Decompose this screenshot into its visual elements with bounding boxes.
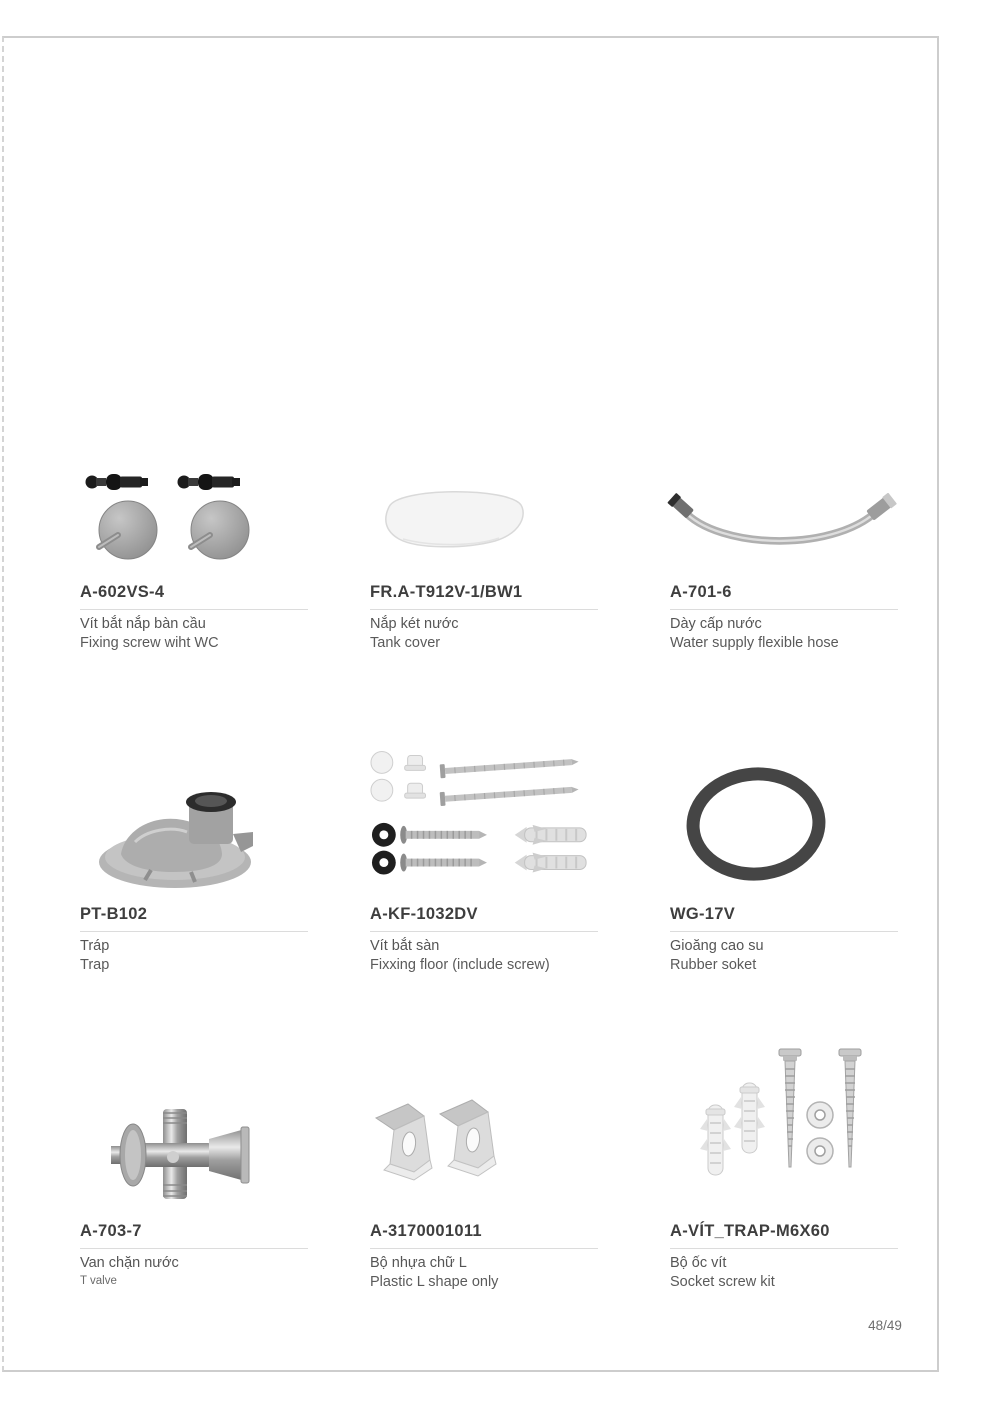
product-photo bbox=[370, 450, 598, 575]
product-photo bbox=[80, 1040, 308, 1214]
product-photo bbox=[670, 450, 898, 575]
divider bbox=[80, 931, 308, 932]
product-name-en: Fixing screw wiht WC bbox=[80, 635, 219, 651]
flexible-hose-image bbox=[664, 493, 898, 563]
product-card bbox=[80, 1040, 308, 1289]
t-valve-image bbox=[105, 1105, 253, 1203]
product-name-en: Tank cover bbox=[370, 635, 441, 651]
product-photo bbox=[370, 1040, 598, 1214]
fixing-screws-with-caps-image bbox=[85, 467, 250, 567]
product-code: A-602VS-4 bbox=[80, 583, 165, 601]
product-name-vi: Dày cấp nước bbox=[670, 616, 762, 632]
product-name-en: Water supply flexible hose bbox=[670, 635, 839, 651]
divider bbox=[370, 609, 598, 610]
product-code: A-703-7 bbox=[80, 1222, 142, 1240]
divider bbox=[670, 609, 898, 610]
product-photo bbox=[670, 1040, 898, 1214]
product-photo bbox=[80, 760, 308, 897]
product-name-vi: Nắp két nước bbox=[370, 616, 459, 632]
product-name-vi: Bộ nhựa chữ L bbox=[370, 1255, 467, 1271]
divider bbox=[80, 609, 308, 610]
divider bbox=[80, 1248, 308, 1249]
divider bbox=[670, 1248, 898, 1249]
divider bbox=[370, 1248, 598, 1249]
product-card bbox=[670, 1040, 898, 1292]
product-code: WG-17V bbox=[670, 905, 736, 923]
plastic-l-brackets-image bbox=[368, 1094, 498, 1191]
product-card bbox=[370, 760, 598, 975]
product-name-vi: Vít bắt sàn bbox=[370, 938, 440, 954]
product-name-en: Rubber soket bbox=[670, 957, 757, 973]
product-name-en: Plastic L shape only bbox=[370, 1274, 499, 1290]
product-name-en: Socket screw kit bbox=[670, 1274, 775, 1290]
product-name-vi: Bộ ốc vít bbox=[670, 1255, 727, 1271]
product-photo bbox=[370, 760, 598, 897]
product-card bbox=[370, 450, 598, 653]
product-card bbox=[670, 450, 898, 653]
rubber-gasket-image bbox=[680, 765, 832, 887]
divider bbox=[670, 931, 898, 932]
product-card bbox=[80, 450, 308, 653]
product-code: A-701-6 bbox=[670, 583, 732, 601]
product-name-vi: Van chặn nước bbox=[80, 1255, 179, 1271]
product-card bbox=[80, 760, 308, 975]
product-photo bbox=[670, 760, 898, 897]
product-card bbox=[370, 1040, 598, 1292]
product-name-en: T valve bbox=[80, 1275, 117, 1287]
tank-cover-image bbox=[373, 477, 533, 555]
product-code: A-3170001011 bbox=[370, 1222, 482, 1240]
trap-fitting-image bbox=[95, 778, 265, 890]
product-photo bbox=[80, 450, 308, 575]
socket-screw-kit-image bbox=[698, 1047, 863, 1190]
floor-fixing-kit-image bbox=[368, 750, 598, 877]
page-number: 48/49 bbox=[868, 1318, 902, 1333]
product-name-en: Fixxing floor (include screw) bbox=[370, 957, 550, 973]
product-code: A-KF-1032DV bbox=[370, 905, 478, 923]
product-name-vi: Gioăng cao su bbox=[670, 938, 764, 954]
product-code: FR.A-T912V-1/BW1 bbox=[370, 583, 523, 601]
product-name-vi: Vít bắt nắp bàn cầu bbox=[80, 616, 206, 632]
product-code: A-VÍT_TRAP-M6X60 bbox=[670, 1222, 830, 1240]
product-card bbox=[670, 760, 898, 975]
product-code: PT-B102 bbox=[80, 905, 148, 923]
product-name-vi: Tráp bbox=[80, 938, 110, 954]
product-name-en: Trap bbox=[80, 957, 110, 973]
divider bbox=[370, 931, 598, 932]
